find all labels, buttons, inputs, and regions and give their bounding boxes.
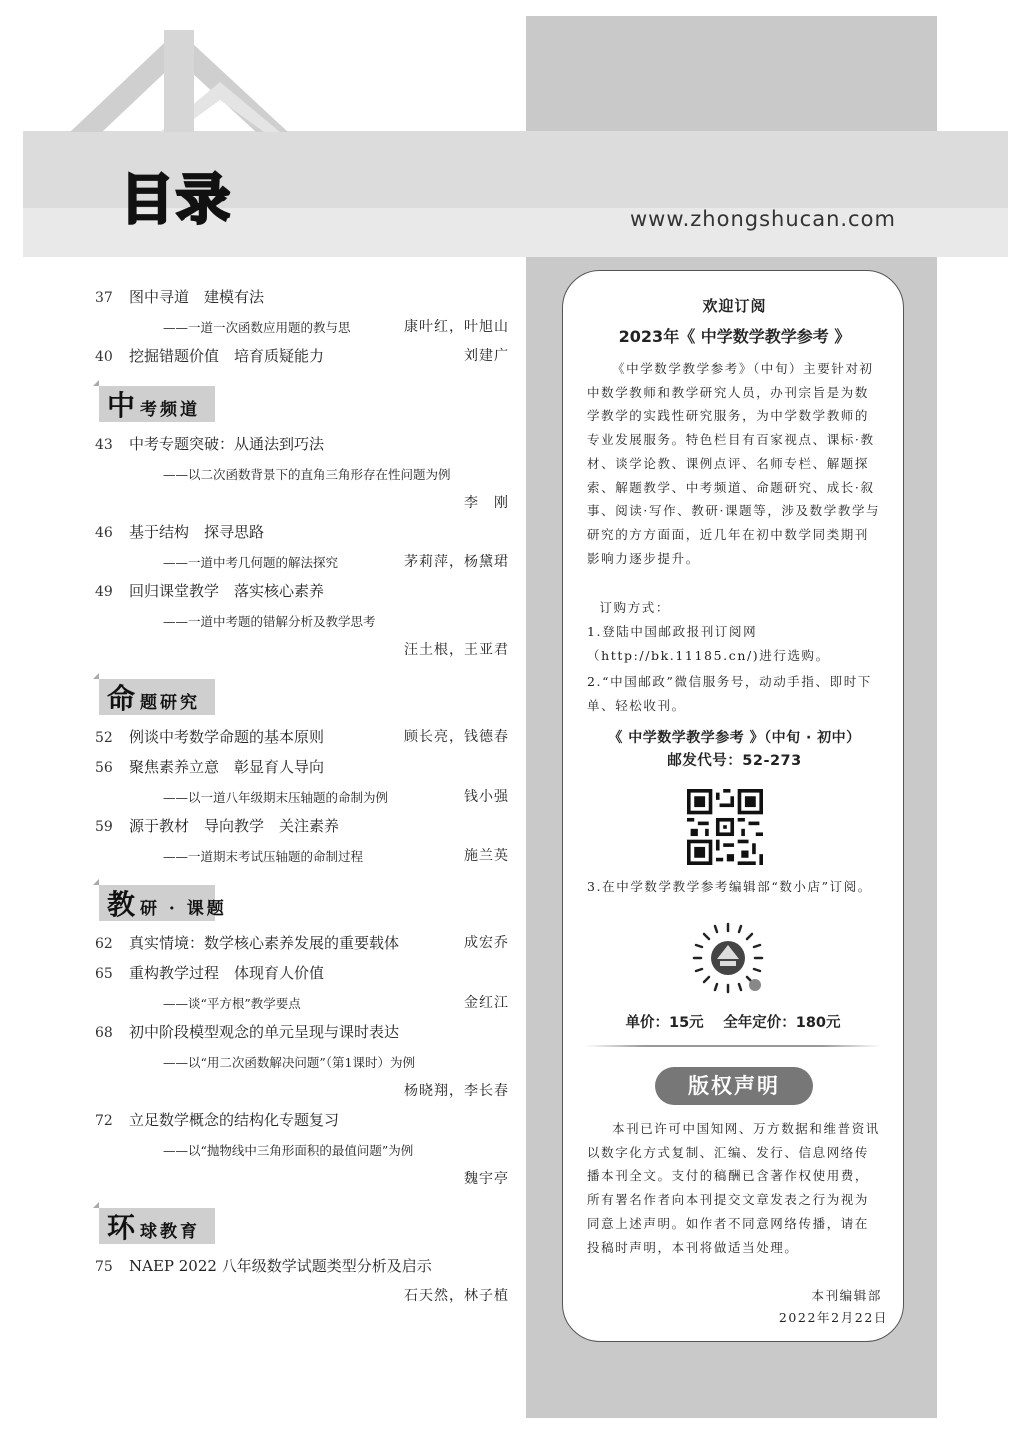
section-name: 球教育 bbox=[140, 1222, 201, 1242]
article-authors: 汪土根，王亚君 bbox=[404, 642, 509, 658]
article-authors: 施兰英 bbox=[464, 848, 509, 864]
page-number: 72 bbox=[95, 1113, 113, 1129]
article-authors: 钱小强 bbox=[464, 789, 509, 805]
article-authors: 茅莉萍，杨黛珺 bbox=[404, 554, 509, 570]
welcome-heading: 欢迎订阅 bbox=[702, 297, 767, 315]
article-title: 聚焦素养立意 彰显育人导向 bbox=[129, 758, 325, 776]
article-authors: 杨晓翔，李长春 bbox=[404, 1083, 509, 1099]
section-header-zhongkao bbox=[95, 382, 509, 426]
page-number: 43 bbox=[95, 437, 113, 453]
website-url[interactable]: www.zhongshucan.com bbox=[630, 207, 896, 231]
section-header-huanqiu bbox=[95, 1204, 509, 1248]
toc-entry[interactable] bbox=[95, 812, 509, 842]
article-subtitle: ——以“抛物线中三角形面积的最值问题”为例 bbox=[163, 1143, 414, 1158]
qr-code-icon[interactable] bbox=[687, 789, 763, 865]
page-number: 49 bbox=[95, 584, 113, 600]
article-subtitle bbox=[95, 548, 509, 577]
subtitle-text: ——一道一次函数应用题的教与思 bbox=[163, 320, 351, 335]
roof-decoration-icon bbox=[60, 20, 310, 135]
postal-code: 邮发代号：52-273 bbox=[667, 753, 802, 769]
article-title: NAEP 2022 八年级数学试题类型分析及启示 bbox=[129, 1257, 432, 1275]
subtitle-text: ——以一道八年级期末压轴题的命制为例 bbox=[163, 790, 389, 805]
toc-entry[interactable] bbox=[95, 753, 509, 783]
article-title: 立足数学概念的结构化专题复习 bbox=[129, 1111, 340, 1129]
page-number: 40 bbox=[95, 349, 113, 365]
article-title: 回归课堂教学 落实核心素养 bbox=[129, 582, 325, 600]
toc-entry[interactable] bbox=[95, 1106, 509, 1136]
card-divider bbox=[585, 1045, 881, 1047]
price-info: 单价：15元 全年定价：180元 bbox=[625, 1015, 841, 1031]
section-name: 考频道 bbox=[140, 400, 201, 420]
section-header-mingti bbox=[95, 675, 509, 719]
section-name: 题研究 bbox=[140, 693, 201, 713]
article-title: 图中寻道 建模有法 bbox=[129, 288, 265, 306]
toc-entry[interactable] bbox=[95, 518, 509, 548]
article-title: 源于教材 导向教学 关注素养 bbox=[129, 817, 340, 835]
statement-date: 2022年2月22日 bbox=[778, 1310, 888, 1325]
journal-heading: 2023年《 中学数学教学参考 》 bbox=[618, 327, 851, 346]
article-subtitle: ——以二次函数背景下的直角三角形存在性问题为例 bbox=[163, 467, 451, 482]
article-authors: 刘建广 bbox=[464, 348, 509, 364]
toc-entry[interactable] bbox=[95, 342, 509, 372]
page-number: 37 bbox=[95, 290, 113, 306]
edition-info: 《 中学数学教学参考 》（中旬 · 初中） bbox=[608, 730, 861, 746]
article-subtitle bbox=[95, 783, 509, 812]
article-authors: 康叶红，叶旭山 bbox=[404, 319, 509, 335]
order-label: 订购方式： bbox=[599, 600, 671, 615]
order-option-1: 1.登陆中国邮政报刊订阅网 bbox=[587, 624, 758, 639]
page-number: 52 bbox=[95, 730, 113, 746]
section-initial: 命 bbox=[107, 682, 139, 715]
table-of-contents bbox=[95, 283, 509, 1311]
article-subtitle: ——以“用二次函数解决问题”（第1课时）为例 bbox=[163, 1055, 415, 1070]
article-authors: 李 刚 bbox=[464, 495, 509, 511]
article-title: 挖掘错题价值 培育质疑能力 bbox=[129, 347, 325, 365]
page-number: 65 bbox=[95, 966, 113, 982]
article-authors: 顾长亮，钱德春 bbox=[404, 729, 509, 745]
subtitle-text: ——一道期末考试压轴题的命制过程 bbox=[163, 849, 364, 864]
article-authors: 金红江 bbox=[464, 995, 509, 1011]
article-subtitle: ——一道中考题的错解分析及教学思考 bbox=[163, 614, 376, 629]
page-number: 68 bbox=[95, 1025, 113, 1041]
toc-entry[interactable] bbox=[95, 723, 509, 753]
page-number: 75 bbox=[95, 1259, 113, 1275]
article-authors: 石天然，林子植 bbox=[404, 1288, 509, 1304]
order-option-2: 2.“中国邮政”微信服务号，动动手指、即时下单、轻松收刊。 bbox=[587, 674, 872, 713]
subtitle-text: ——一道中考几何题的解法探究 bbox=[163, 555, 339, 570]
page-number: 62 bbox=[95, 936, 113, 952]
article-title: 重构教学过程 体现育人价值 bbox=[129, 964, 325, 982]
article-subtitle bbox=[95, 313, 509, 342]
copyright-statement: 本刊已许可中国知网、万方数据和维普资讯以数字化方式复制、汇编、发行、信息网络传播本刊全文。支付的稿酬已含著作权使用费，所有署名作者向本刊提交文章发表之行为视为同意上述声明。如作者不同意网络传播，请在投稿时声明，本刊将做适当处理。 bbox=[587, 1121, 880, 1255]
page-title: 目录 bbox=[120, 168, 232, 231]
editor-signature: 本刊编辑部 bbox=[811, 1288, 882, 1303]
toc-entry[interactable] bbox=[95, 929, 509, 959]
page-number: 46 bbox=[95, 525, 113, 541]
article-authors: 成宏乔 bbox=[464, 935, 509, 951]
toc-entry[interactable] bbox=[95, 959, 509, 989]
page-number: 59 bbox=[95, 819, 113, 835]
section-name: 研 · 课题 bbox=[140, 899, 227, 919]
section-header-jiaoyan bbox=[95, 881, 509, 925]
mini-program-code-icon[interactable] bbox=[691, 921, 765, 995]
article-title: 中考专题突破：从通法到巧法 bbox=[129, 435, 325, 453]
subtitle-text: ——谈“平方根”教学要点 bbox=[163, 996, 301, 1011]
section-initial: 中 bbox=[107, 389, 139, 422]
article-title: 初中阶段模型观念的单元呈现与课时表达 bbox=[129, 1023, 400, 1041]
toc-entry[interactable] bbox=[95, 1252, 509, 1282]
article-subtitle bbox=[95, 842, 509, 871]
section-initial: 环 bbox=[107, 1211, 139, 1244]
article-title: 真实情境：数学核心素养发展的重要载体 bbox=[129, 934, 400, 952]
article-title: 例谈中考数学命题的基本原则 bbox=[129, 728, 325, 746]
toc-entry[interactable] bbox=[95, 283, 509, 313]
subscription-card bbox=[562, 270, 904, 1342]
article-authors: 魏宇亭 bbox=[464, 1171, 509, 1187]
article-subtitle bbox=[95, 989, 509, 1018]
order-option-3: 3.在中学数学教学参考编辑部“数小店”订阅。 bbox=[587, 879, 872, 894]
page-number: 56 bbox=[95, 760, 113, 776]
order-option-1-url[interactable]: （http://bk.11185.cn/)进行选购。 bbox=[587, 648, 830, 663]
toc-entry[interactable] bbox=[95, 577, 509, 607]
toc-entry[interactable] bbox=[95, 430, 509, 460]
toc-entry[interactable] bbox=[95, 1018, 509, 1048]
copyright-heading: 版权声明 bbox=[655, 1067, 813, 1105]
journal-intro: 《中学数学教学参考》（中旬）主要针对初中数学教师和教学研究人员，办刊宗旨是为数学教学的实践性研究服务，为中学数学教师的专业发展服务。特色栏目有百家视点、课标·教材、谈学论教、课例点评、名师专栏、解题探索、解题教学、中考频道、命题研究、成长·叙事、阅读·写作、教研·课题等，涉及数学教学与研究的方方面面，近几年在初中数学同类期刊影响力逐步提升。 bbox=[587, 361, 881, 566]
section-initial: 教 bbox=[107, 888, 139, 921]
article-title: 基于结构 探寻思路 bbox=[129, 523, 265, 541]
